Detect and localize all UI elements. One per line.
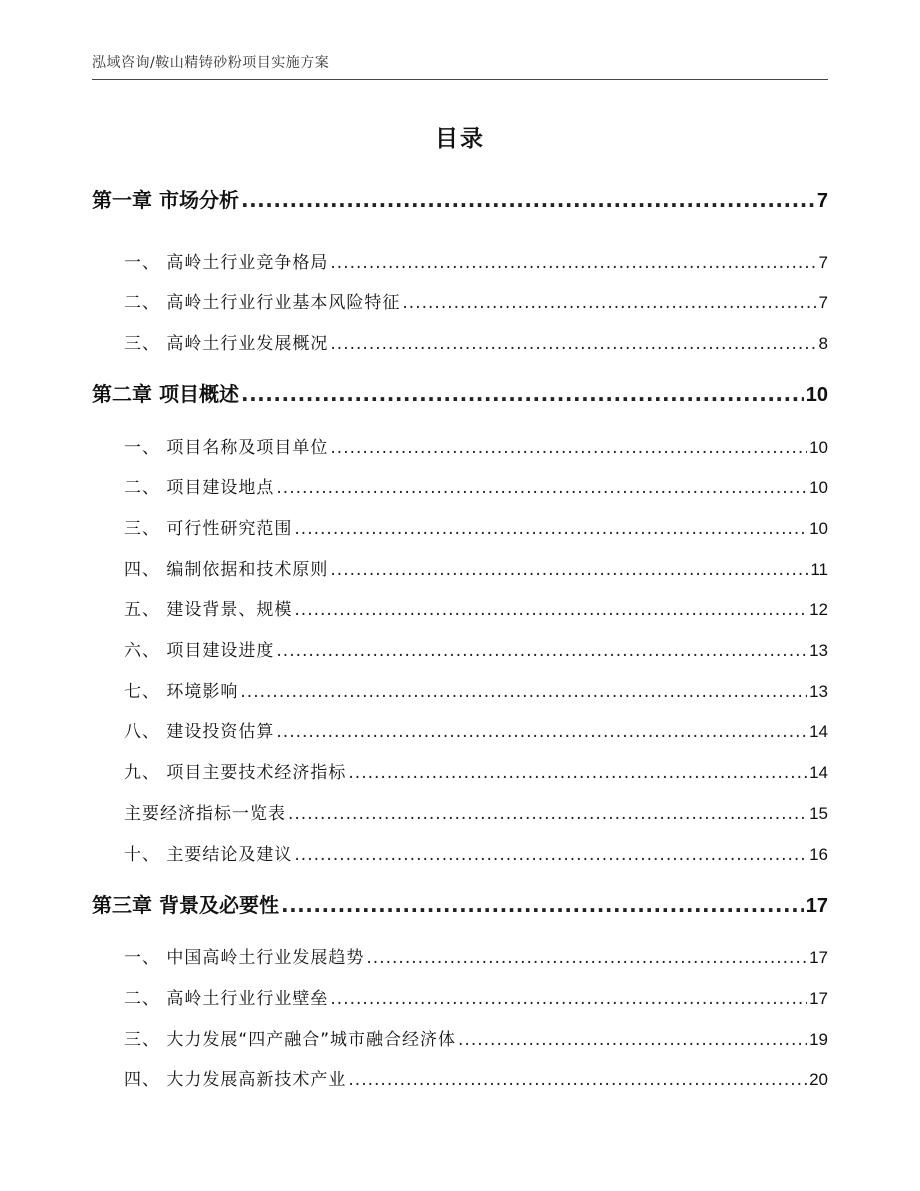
dot-leader [294,519,807,539]
toc-entry-label: 十、 主要结论及建议 [124,845,293,865]
toc-entry-page: 10 [809,519,828,538]
dot-leader [294,600,807,620]
toc-entry-page: 17 [809,989,828,1008]
dot-leader [330,253,816,273]
toc-entry-section[interactable] [124,1025,828,1050]
toc-entry-page: 8 [818,334,828,353]
toc-entry-label: 三、 大力发展“四产融合”城市融合经济体 [124,1030,457,1050]
toc-entry-page: 10 [809,438,828,457]
dot-leader [276,641,807,661]
toc-entry-page: 17 [809,948,828,967]
toc-entry-label: 一、 项目名称及项目单位 [124,438,329,458]
toc-entry-label: 九、 项目主要技术经济指标 [124,763,347,783]
toc-entry-page: 12 [809,600,828,619]
toc-entry-section[interactable] [124,984,828,1009]
toc-entry-section[interactable] [124,248,828,273]
dot-leader [366,948,807,968]
toc-entry-label: 三、 高岭土行业发展概况 [124,334,329,354]
dot-leader [330,560,808,580]
toc-entry-section[interactable] [124,433,828,458]
toc-entry-section[interactable] [124,758,828,783]
toc-entry-section[interactable] [124,288,828,313]
toc-entry-label: 主要经济指标一览表 [124,804,286,824]
toc-entry-section[interactable] [124,514,828,539]
toc-entry-label: 一、 中国高岭土行业发展趋势 [124,948,365,968]
toc-entry-page: 13 [809,641,828,660]
dot-leader [276,478,807,498]
dot-leader [330,438,807,458]
toc-entry-chapter[interactable] [92,378,828,407]
dot-leader [241,188,815,212]
toc-entry-label: 七、 环境影响 [124,682,239,702]
toc-entry-section[interactable] [124,595,828,620]
dot-leader [348,1070,807,1090]
running-header: 泓域咨询/鞍山精铸砂粉项目实施方案 [92,55,330,71]
toc-entry-page: 14 [809,722,828,741]
toc-entry-page: 17 [805,895,828,917]
toc-entry-label: 二、 高岭土行业行业基本风险特征 [124,293,401,313]
toc-entry-section[interactable] [124,329,828,354]
toc-entry-label: 二、 高岭土行业行业壁垒 [124,989,329,1009]
toc-entry-page: 20 [809,1070,828,1089]
toc-entry-section[interactable] [124,555,828,580]
dot-leader [281,893,804,917]
toc-entry-section[interactable] [124,1065,828,1090]
toc-entry-section[interactable] [124,943,828,968]
toc-entry-chapter[interactable] [92,889,828,918]
toc-entry-section[interactable] [124,840,828,865]
toc-entry-page: 11 [810,560,828,579]
dot-leader [330,989,807,1009]
toc-entry-label: 第二章 项目概述 [92,382,239,406]
toc-entry-label: 第三章 背景及必要性 [92,893,279,917]
toc-entry-section[interactable] [124,799,828,824]
toc-entry-page: 7 [818,253,828,272]
toc-entry-label: 一、 高岭土行业竞争格局 [124,253,329,273]
dot-leader [276,722,807,742]
header-divider [92,79,828,80]
toc-entry-page: 10 [805,384,828,406]
toc-entry-page: 7 [816,190,828,212]
toc-entry-label: 二、 项目建设地点 [124,478,275,498]
dot-leader [402,293,816,313]
dot-leader [241,382,804,406]
toc-entry-page: 19 [809,1030,828,1049]
dot-leader [458,1030,807,1050]
toc-entry-page: 7 [818,293,828,312]
toc-entry-page: 10 [809,478,828,497]
toc-entry-section[interactable] [124,677,828,702]
toc-entry-chapter[interactable] [92,184,828,213]
toc-entry-label: 四、 大力发展高新技术产业 [124,1070,347,1090]
toc-entry-section[interactable] [124,717,828,742]
toc-entry-page: 13 [809,682,828,701]
toc-entry-section[interactable] [124,473,828,498]
toc-entry-page: 16 [809,845,828,864]
toc-entry-label: 四、 编制依据和技术原则 [124,560,329,580]
toc-entry-label: 六、 项目建设进度 [124,641,275,661]
toc-title: 目录 [435,126,485,152]
dot-leader [330,334,816,354]
toc-entry-label: 五、 建设背景、规模 [124,600,293,620]
toc-entry-label: 八、 建设投资估算 [124,722,275,742]
toc-entry-label: 三、 可行性研究范围 [124,519,293,539]
dot-leader [240,682,807,702]
dot-leader [288,804,807,824]
dot-leader [294,845,807,865]
toc-entry-label: 第一章 市场分析 [92,188,239,212]
toc-entry-page: 15 [809,804,828,823]
dot-leader [348,763,807,783]
toc-entry-page: 14 [809,763,828,782]
toc-entry-section[interactable] [124,636,828,661]
